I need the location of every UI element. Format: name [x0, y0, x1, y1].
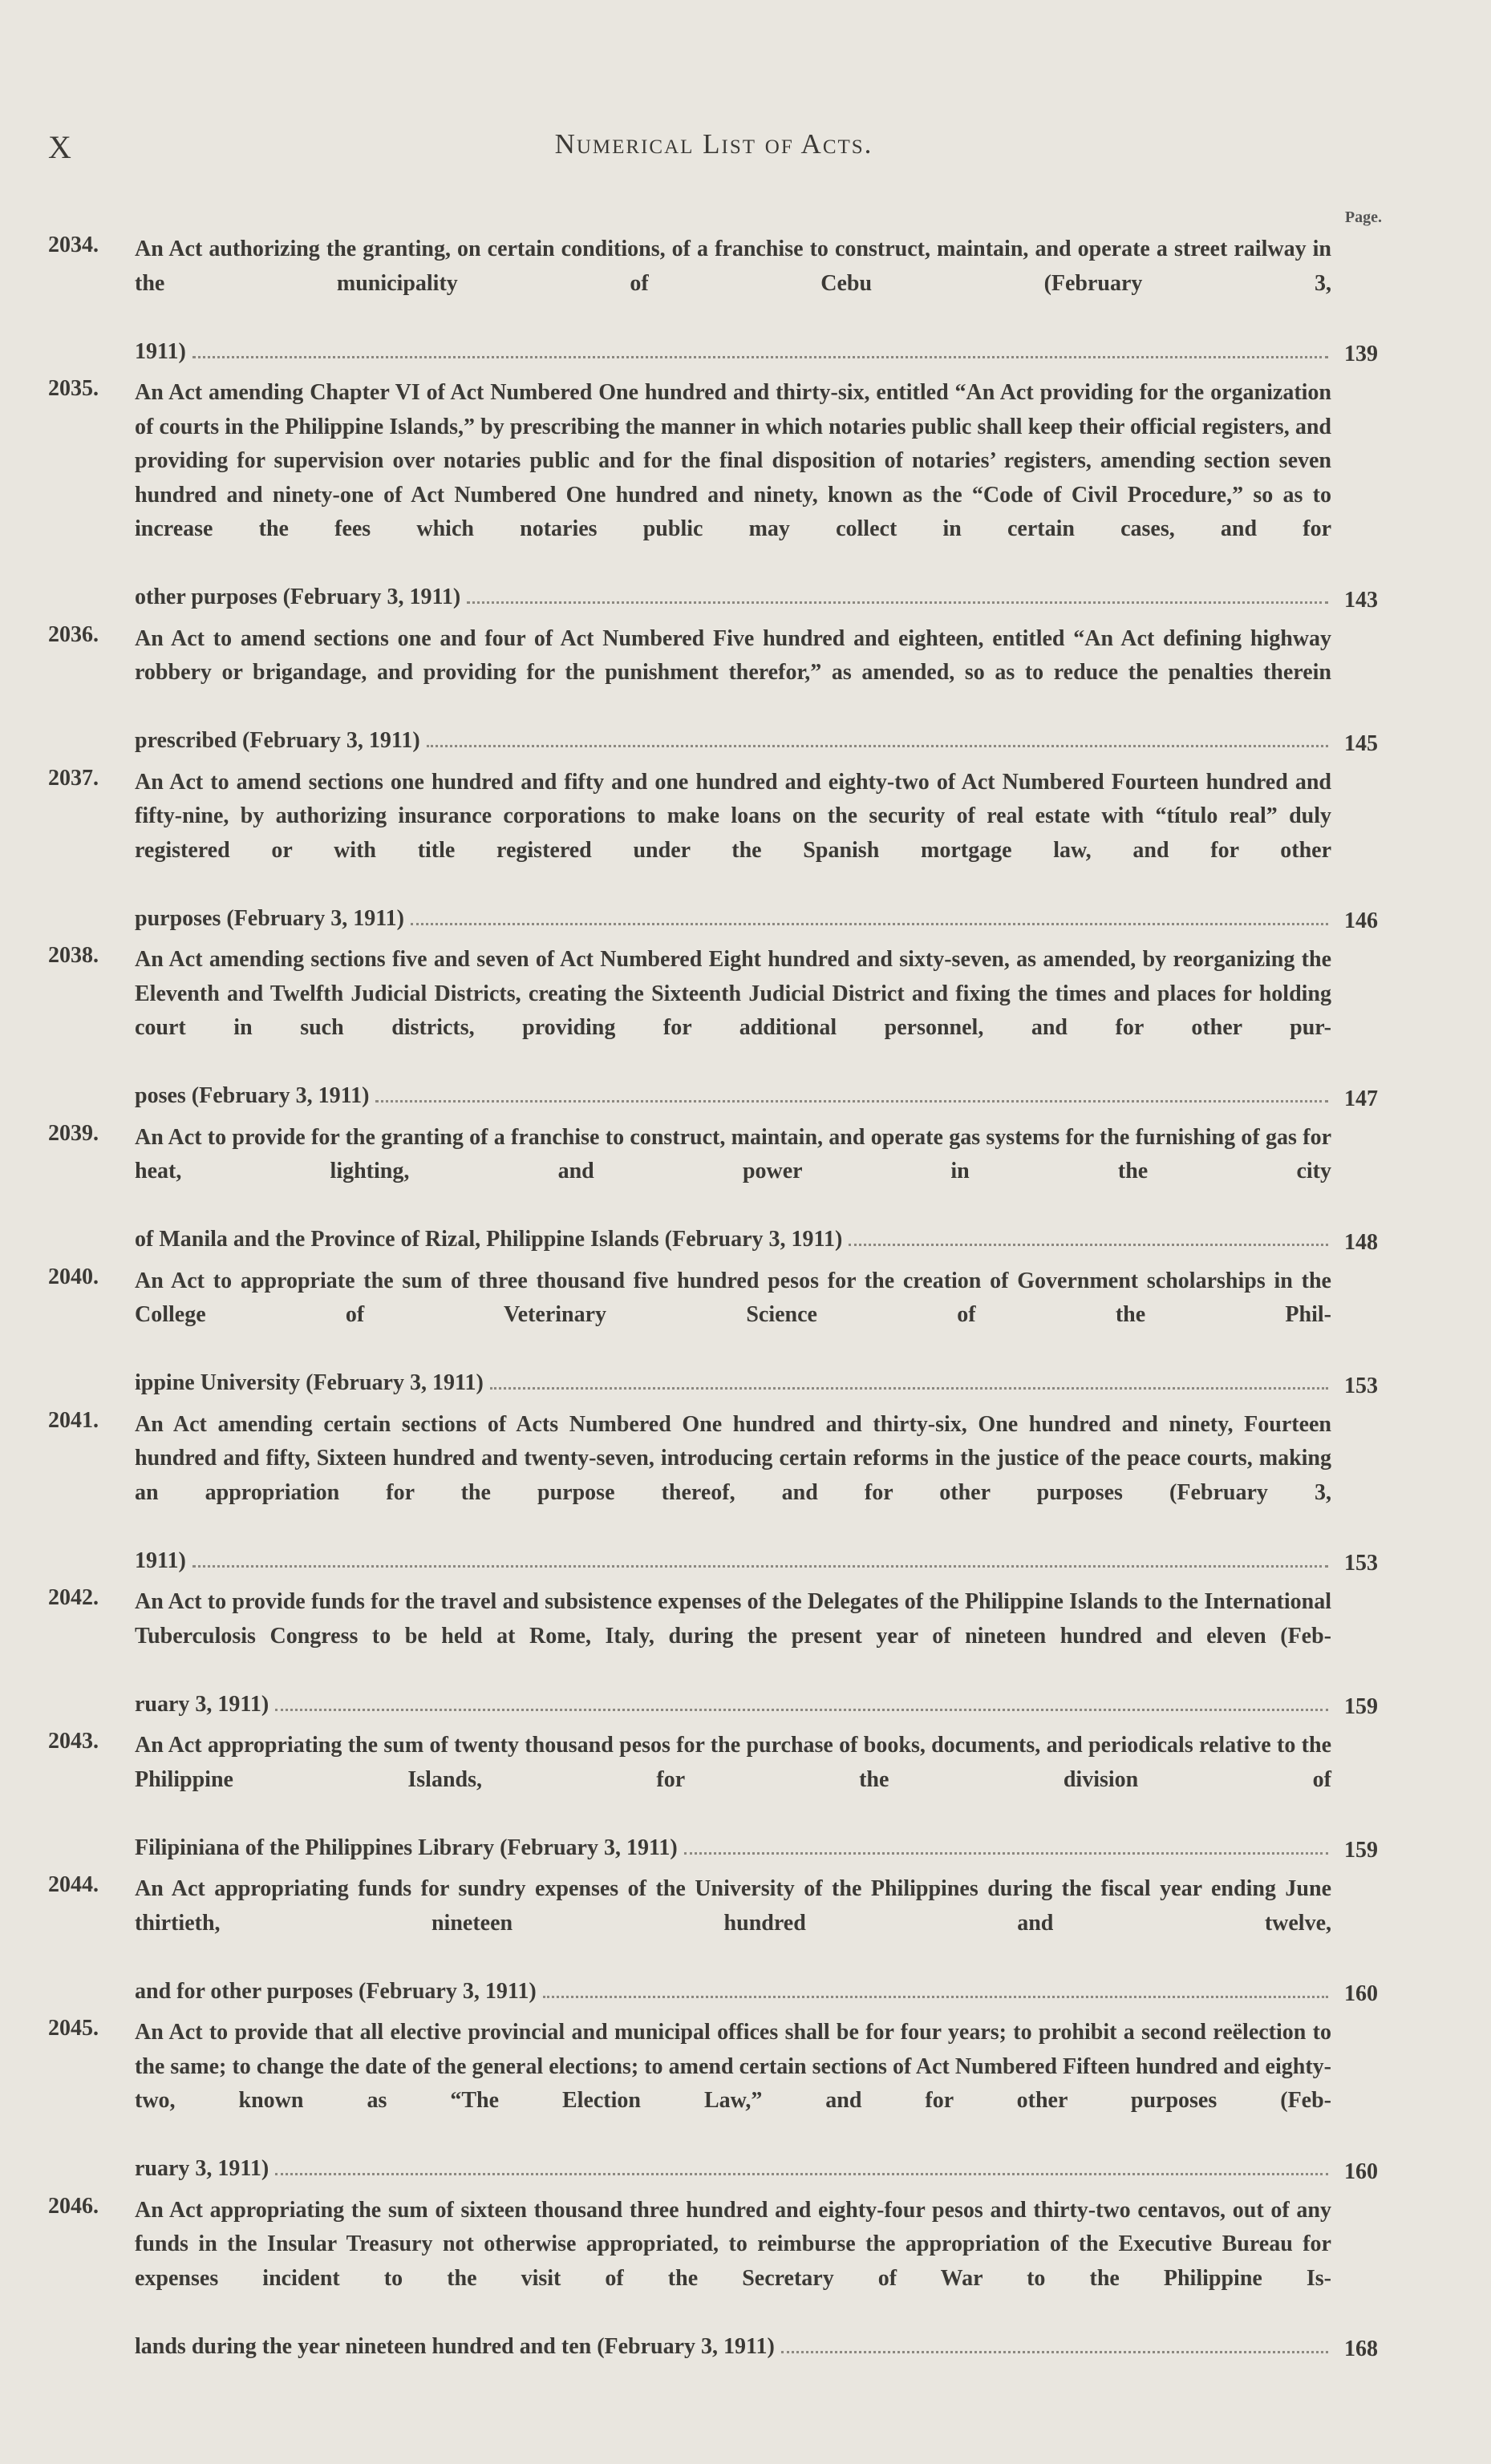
act-page-number: 153 — [1344, 1373, 1378, 1398]
act-page-number: 146 — [1344, 908, 1378, 933]
act-entry — [48, 1264, 1380, 1401]
act-page-number: 153 — [1344, 1551, 1378, 1576]
leader-dots — [275, 2173, 1328, 2175]
act-entry — [48, 622, 1380, 759]
page-column-heading: Page. — [1344, 208, 1382, 226]
act-number: 2035. — [48, 376, 99, 401]
act-text-last-line: poses (February 3, 1911) — [135, 1083, 370, 1108]
act-description — [135, 233, 1331, 335]
act-text: An Act to provide funds for the travel and subsistence expenses of the Delegates of the Philippine Islands to the International Tuberculosis Congress to be held at Rome, Italy, during the present year of nineteen hundred and eleven (Feb- — [135, 1589, 1331, 1649]
act-text: An Act appropriating the sum of twenty thousand pesos for the purchase of books, documents, and periodicals relative to the Philippine Islands, for the division of — [135, 1733, 1331, 1792]
act-description — [135, 376, 1331, 581]
leader-dots — [411, 923, 1328, 925]
act-entry — [48, 1408, 1380, 1579]
act-page-number: 160 — [1344, 2159, 1378, 2184]
act-description — [135, 2016, 1331, 2152]
act-text-last-line: lands during the year nineteen hundred and ten (February 3, 1911) — [135, 2333, 775, 2359]
act-description — [135, 1121, 1331, 1224]
act-description — [135, 2194, 1331, 2330]
act-page-number: 160 — [1344, 1981, 1378, 2006]
leader-dots — [375, 1100, 1328, 1103]
acts-list — [48, 233, 1380, 2371]
act-page-number: 148 — [1344, 1229, 1378, 1255]
act-entry — [48, 1872, 1380, 2009]
act-text: An Act appropriating the sum of sixteen thousand three hundred and eighty-four pesos and thirty-two centavos, out of any funds in the Insular Treasury not otherwise appropriated, to reimburse the appropriation of the Executive Bureau for expenses incident to the visit of the Secretary of War to the Philippine Is- — [135, 2197, 1331, 2291]
act-text: An Act amending sections five and seven of Act Numbered Eight hundred and sixty-seven, as amended, by reorganizing the Eleventh and Twelfth Judicial Districts, creating the Sixteenth Judicial District and fixing the times and places for holding court in such districts, providing for additional personnel, and for other pur- — [135, 947, 1331, 1040]
act-number: 2034. — [48, 233, 99, 257]
act-text-last-line: 1911) — [135, 338, 186, 364]
act-page-number: 147 — [1344, 1086, 1378, 1111]
act-entry — [48, 943, 1380, 1114]
act-description — [135, 622, 1331, 725]
act-number: 2042. — [48, 1585, 99, 1610]
act-page-number: 145 — [1344, 730, 1378, 756]
act-text: An Act amending Chapter VI of Act Numbered One hundred and thirty-six, entitled “An Act providing for the organization of courts in the Philippine Islands,” by prescribing the manner in which notaries public shall keep their official registers, and providing for supervision over notaries public and for the final disposition of notaries’ registers, amending section seven hundred and ninety-one of Act Numbered One hundred and ninety, known as the “Code of Civil Procedure,” so as to increase the fees which notaries public may collect in certain cases, and for — [135, 380, 1331, 541]
act-number: 2036. — [48, 621, 99, 647]
act-text: An Act to provide for the granting of a franchise to construct, maintain, and operate gas systems for the furnishing of gas for heat, lighting, and power in the city — [135, 1124, 1331, 1183]
act-entry — [48, 2016, 1380, 2187]
page-number: X — [48, 129, 71, 165]
act-text: An Act to amend sections one hundred and fifty and one hundred and eighty-two of Act Numbered Fourteen hundred and fifty-nine, by authorizing insurance corporations to make loans on the security of real estate with “título real” duly registered or with title registered under the Spanish mortgage law, and for other — [135, 769, 1331, 863]
act-text-last-line: Filipiniana of the Philippines Library (February 3, 1911) — [135, 1835, 678, 1860]
act-page-number: 143 — [1344, 587, 1378, 613]
act-number: 2045. — [48, 2016, 99, 2041]
act-text: An Act to provide that all elective provincial and municipal offices shall be for four years; to prohibit a second reëlection to the same; to change the date of the general elections; to amend certain sections of Act Numbered Fifteen hundred and eighty-two, known as “The Election Law,” and for other purposes (Feb- — [135, 2020, 1331, 2113]
act-text: An Act amending certain sections of Acts Numbered One hundred and thirty-six, One hundred and ninety, Fourteen hundred and fifty, Sixteen hundred and twenty-seven, introducing certain reforms in the justice of the peace courts, making an appropriation for the purpose thereof, and for other purposes (February 3, — [135, 1411, 1331, 1505]
leader-dots — [192, 1565, 1328, 1568]
act-number: 2046. — [48, 2193, 99, 2219]
act-text: An Act authorizing the granting, on certain conditions, of a franchise to construct, maintain, and operate a street railway in the municipality of Cebu (February 3, — [135, 237, 1331, 296]
act-page-number: 159 — [1344, 1694, 1378, 1719]
leader-dots — [467, 601, 1328, 604]
act-text-last-line: prescribed (February 3, 1911) — [135, 728, 420, 753]
act-text-last-line: and for other purposes (February 3, 1911) — [135, 1978, 537, 2004]
act-description — [135, 1872, 1331, 1975]
act-page-number: 139 — [1344, 342, 1378, 366]
act-description — [135, 1408, 1331, 1544]
act-page-number: 168 — [1344, 2337, 1378, 2361]
act-text: An Act appropriating funds for sundry expenses of the University of the Philippines during the fiscal year ending June thirtieth, nineteen hundred and twelve, — [135, 1876, 1331, 1936]
act-entry — [48, 1121, 1380, 1257]
act-text: An Act to amend sections one and four of Act Numbered Five hundred and eighteen, entitled “An Act defining highway robbery or brigandage, and providing for the punishment therefor,” as amended, so as to reduce the penalties therein — [135, 625, 1331, 685]
act-number: 2037. — [48, 765, 99, 791]
act-text-last-line: of Manila and the Province of Rizal, Philippine Islands (February 3, 1911) — [135, 1227, 843, 1252]
act-description — [135, 1585, 1331, 1688]
act-text-last-line: ruary 3, 1911) — [135, 2156, 269, 2181]
leader-dots — [192, 356, 1328, 358]
act-number: 2040. — [48, 1264, 99, 1289]
leader-dots — [490, 1387, 1328, 1390]
act-number: 2044. — [48, 1872, 99, 1897]
leader-dots — [849, 1244, 1328, 1246]
act-description — [135, 1264, 1331, 1367]
act-entry — [48, 1585, 1380, 1722]
leader-dots — [275, 1709, 1328, 1711]
act-text-last-line: purposes (February 3, 1911) — [135, 905, 404, 931]
act-text-last-line: ippine University (February 3, 1911) — [135, 1370, 484, 1395]
act-text-last-line: other purposes (February 3, 1911) — [135, 585, 461, 609]
act-description — [135, 1729, 1331, 1831]
act-text: An Act to appropriate the sum of three thousand five hundred pesos for the creation of Government scholarships in the College of Veterinary Science of the Phil- — [135, 1268, 1331, 1327]
act-page-number: 159 — [1344, 1838, 1378, 1863]
act-number: 2043. — [48, 1729, 99, 1754]
leader-dots — [781, 2351, 1328, 2353]
act-text-last-line: 1911) — [135, 1548, 186, 1573]
act-description — [135, 766, 1331, 902]
act-number: 2039. — [48, 1120, 99, 1146]
act-entry — [48, 233, 1380, 369]
act-text-last-line: ruary 3, 1911) — [135, 1691, 269, 1717]
leader-dots — [427, 745, 1328, 747]
page-title: Numerical List of Acts. — [554, 128, 873, 160]
act-entry — [48, 1729, 1380, 1865]
act-entry — [48, 376, 1380, 615]
act-entry — [48, 2194, 1380, 2365]
act-number: 2038. — [48, 943, 99, 968]
act-description — [135, 943, 1331, 1079]
leader-dots — [543, 1996, 1328, 1998]
act-entry — [48, 766, 1380, 937]
act-number: 2041. — [48, 1407, 99, 1433]
leader-dots — [684, 1852, 1328, 1855]
page-header — [48, 128, 1380, 176]
